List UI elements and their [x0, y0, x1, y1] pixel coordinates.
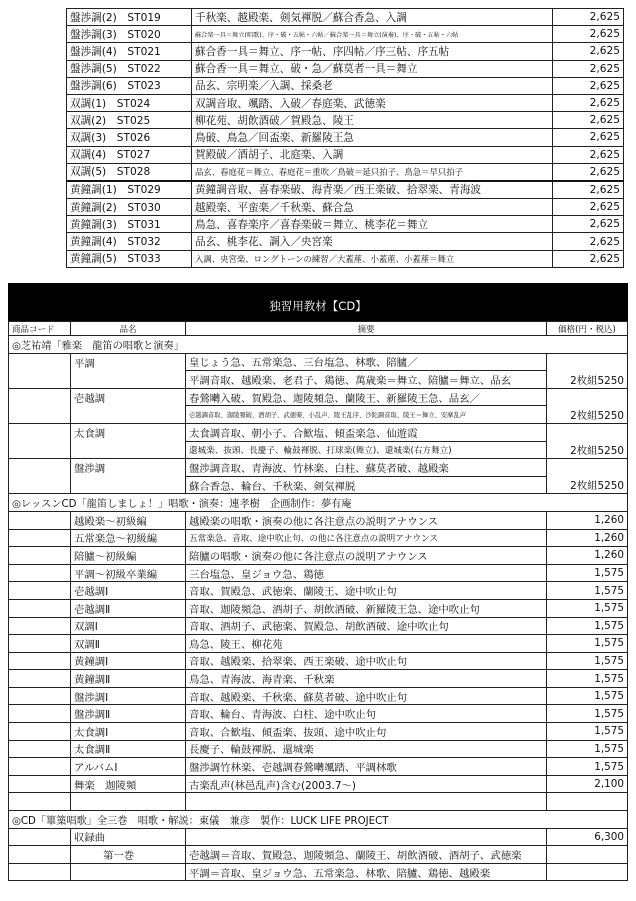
product-description: 音取、合歓塩、傾盃楽、抜頭、途中吹止句 — [186, 723, 547, 741]
code-cell — [9, 635, 71, 653]
product-price: 2,625 — [553, 77, 624, 94]
table-row — [9, 846, 628, 864]
table-row — [67, 60, 624, 77]
product-description: 音取、迦陵頻急、酒胡子、胡飲酒破、新羅陵王急、途中吹止句 — [186, 599, 547, 617]
table-row — [9, 863, 628, 881]
product-price: 1,575 — [547, 705, 628, 723]
product-price: 2,625 — [553, 43, 624, 60]
product-code: 双調(5) ST028 — [67, 163, 192, 181]
table-row — [67, 9, 624, 26]
product-description: 長慶子、輪鼓褌脱、還城楽 — [186, 740, 547, 758]
table-row — [9, 547, 628, 565]
product-price: 1,575 — [547, 758, 628, 776]
table-row — [67, 43, 624, 60]
product-description: 平調音取、越殿楽、老君子、鶏徳、萬歳楽＝舞立、陪臚＝舞立、品玄 — [186, 371, 547, 389]
product-price — [547, 863, 628, 881]
product-price: 2,625 — [553, 146, 624, 163]
product-name: 盤渉調Ⅰ — [71, 687, 186, 705]
product-description: 蘇合香急、輪台、千秋楽、剣気褌脱 — [186, 476, 547, 494]
empty-cell — [186, 793, 547, 811]
product-description: 三台塩急、皇ジョウ急、鶏徳 — [186, 564, 547, 582]
product-name: 壱越調Ⅱ — [71, 599, 186, 617]
product-name — [71, 406, 186, 424]
table-row — [67, 129, 624, 146]
product-price: 2,625 — [553, 250, 624, 267]
code-cell — [9, 863, 71, 881]
product-price: 2,625 — [553, 129, 624, 146]
product-description: 蘇合楽一具＝舞立(唱歌)、序・破・五帖・六帖／蘇合楽一具＝舞立(演奏)、序・破・五帖・六帖 — [192, 26, 553, 43]
code-cell — [9, 687, 71, 705]
product-price: 2枚組5250 — [547, 371, 628, 389]
code-cell — [9, 846, 71, 864]
table-row — [9, 371, 628, 389]
product-description: 音取、輪台、青海波、白柱、途中吹止句 — [186, 705, 547, 723]
product-description: 双調音取、颯踏、入破／春庭楽、武徳楽 — [192, 94, 553, 111]
product-name: 双調Ⅱ — [71, 635, 186, 653]
product-code: 盤渉調(5) ST022 — [67, 60, 192, 77]
product-code: 盤渉調(6) ST023 — [67, 77, 192, 94]
product-name — [71, 863, 186, 881]
product-price: 1,260 — [547, 511, 628, 529]
product-price — [547, 459, 628, 477]
product-price: 2枚組5250 — [547, 406, 628, 424]
code-cell — [9, 459, 71, 477]
product-name — [71, 441, 186, 459]
product-name: 五常楽急〜初級編 — [71, 529, 186, 547]
product-description: 皇じょう急、五常楽急、三台塩急、林歌、陪臚／ — [186, 353, 547, 371]
product-price: 2,625 — [553, 94, 624, 111]
section-heading-row — [9, 811, 628, 829]
code-cell — [9, 740, 71, 758]
code-cell — [9, 723, 71, 741]
product-description: 平調＝音取、皇ジョウ急、五常楽急、林歌、陪臚、鶏徳、越殿楽 — [186, 863, 547, 881]
product-description: 盤渉調音取、青海波、竹林楽、白柱、蘇莫者破、越殿楽 — [186, 459, 547, 477]
product-description: 壱越調音取、迦陵頻破、酒胡子、武徳楽、小乱声、陵王乱序、沙陀調音取、陵王＝舞立、安摩乱声 — [186, 406, 547, 424]
product-description: 鳥急、青海波、海青楽、千秋楽 — [186, 670, 547, 688]
table-row — [9, 723, 628, 741]
product-price: 1,575 — [547, 564, 628, 582]
section-heading-row — [9, 336, 628, 354]
product-description: 音取、越殿楽、拾翠楽、西王楽破、途中吹止句 — [186, 652, 547, 670]
product-price: 6,300 — [547, 828, 628, 846]
product-description: 盤渉調竹林楽、壱越調春鶯囀颯踏、平調林歌 — [186, 758, 547, 776]
table-row — [67, 77, 624, 94]
code-cell — [9, 670, 71, 688]
table-row — [9, 635, 628, 653]
product-code: 盤渉調(3) ST020 — [67, 26, 192, 43]
code-cell — [9, 476, 71, 494]
product-code: 盤渉調(2) ST019 — [67, 9, 192, 26]
table-row — [9, 705, 628, 723]
product-code: 黄鐘調(4) ST032 — [67, 233, 192, 250]
product-price: 2,625 — [553, 9, 624, 26]
product-description: 鳥破、鳥急／回盃楽、新羅陵王急 — [192, 129, 553, 146]
table-row — [9, 670, 628, 688]
product-description: 鳥急、陵王、柳花苑 — [186, 635, 547, 653]
product-description: 越殿楽、平蛮楽／千秋楽、蘇合急 — [192, 199, 553, 216]
table-row — [9, 441, 628, 459]
table-row — [9, 687, 628, 705]
cassette-price-table — [66, 8, 624, 268]
product-name: 太食調Ⅰ — [71, 723, 186, 741]
product-price: 2,625 — [553, 181, 624, 199]
product-price: 2,625 — [553, 163, 624, 181]
product-description: 越殿楽の唱歌・演奏の他に各注意点の説明アナウンス — [186, 511, 547, 529]
product-code: 双調(2) ST025 — [67, 112, 192, 129]
product-price: 1,575 — [547, 740, 628, 758]
product-name: 越殿楽〜初級編 — [71, 511, 186, 529]
product-description: 蘇合香一具＝舞立、破・急／蘇莫者一具＝舞立 — [192, 60, 553, 77]
product-description: 品玄、宗明楽／入調、採桑老 — [192, 77, 553, 94]
product-price: 1,575 — [547, 723, 628, 741]
empty-cell — [9, 793, 71, 811]
product-description: 鳥急、喜春楽序／喜春楽破＝舞立、桃李花＝舞立 — [192, 216, 553, 233]
product-name: 舞楽 迦陵頻 — [71, 775, 186, 793]
product-price: 2,625 — [553, 60, 624, 77]
header-desc: 摘要 — [186, 322, 547, 336]
code-cell — [9, 582, 71, 600]
product-description: 春鶯囀入破、賀殿急、迦陵頻急、蘭陵王、新羅陵王急、品玄／ — [186, 388, 547, 406]
code-cell — [9, 564, 71, 582]
table-row — [67, 163, 624, 181]
product-price: 1,575 — [547, 670, 628, 688]
cd-section-banner: 独習用教材【CD】 — [8, 283, 628, 321]
table-row — [67, 146, 624, 163]
product-description: 品玄、桃李花、調入／央宮楽 — [192, 233, 553, 250]
product-price — [547, 423, 628, 441]
product-name: 盤渉調Ⅱ — [71, 705, 186, 723]
product-name: 黄鐘調Ⅰ — [71, 652, 186, 670]
table-row — [9, 511, 628, 529]
code-cell — [9, 617, 71, 635]
table-row — [67, 112, 624, 129]
section-title-hichiriki-cd: ◎CD「篳篥唱歌」全三巻 唱歌・解説：東儀 兼彦 製作：LUCK LIFE PROJECT — [9, 811, 628, 829]
product-description — [186, 828, 547, 846]
code-cell — [9, 599, 71, 617]
product-price — [547, 388, 628, 406]
code-cell — [9, 529, 71, 547]
code-cell — [9, 775, 71, 793]
product-description: 音取、賀殿急、武徳楽、蘭陵王、途中吹止句 — [186, 582, 547, 600]
product-description: 還城楽、抜頭、長慶子、輪鼓褌脱、打球楽(舞立)、還城楽(右方舞立) — [186, 441, 547, 459]
section-title-lesson-cd: ◎レッスンCD「龍笛しましょ！」唱歌・演奏：連孝樹 企画制作：夢有庵 — [9, 494, 628, 512]
header-code: 商品コード — [9, 322, 71, 336]
product-price: 1,260 — [547, 529, 628, 547]
product-price: 1,260 — [547, 547, 628, 565]
product-description: 入調、央宮楽、ロングトーンの練習／大蓋蓙、小蓋蓙、小蓋蓙＝舞立 — [192, 250, 553, 267]
product-name: 平調〜初級卒業編 — [71, 564, 186, 582]
product-description: 太食調音取、朝小子、合歓塩、傾盃楽急、仙遊霞 — [186, 423, 547, 441]
product-description: 壱越調＝音取、賀殿急、迦陵頻急、蘭陵王、胡飲酒破、酒胡子、武徳楽 — [186, 846, 547, 864]
product-name — [71, 476, 186, 494]
product-code: 黄鐘調(3) ST031 — [67, 216, 192, 233]
product-price: 1,575 — [547, 599, 628, 617]
product-price: 2,625 — [553, 216, 624, 233]
table-row — [9, 529, 628, 547]
product-price: 1,575 — [547, 687, 628, 705]
product-description: 音取、酒胡子、武徳楽、賀殿急、胡飲酒破、途中吹止句 — [186, 617, 547, 635]
table-row — [67, 94, 624, 111]
product-name: 収録曲 — [71, 828, 186, 846]
product-description: 千秋楽、越殿楽、剣気褌脱／蘇合香急、入調 — [192, 9, 553, 26]
product-name: 盤渉調 — [71, 459, 186, 477]
product-description: 陪臚の唱歌・演奏の他に各注意点の説明アナウンス — [186, 547, 547, 565]
product-description: 柳花苑、胡飲酒破／賀殿急、陵王 — [192, 112, 553, 129]
header-price: 価格(円・税込) — [547, 322, 628, 336]
product-code: 黄鐘調(5) ST033 — [67, 250, 192, 267]
cd-price-table — [8, 321, 628, 881]
product-name — [71, 371, 186, 389]
code-cell — [9, 652, 71, 670]
code-cell — [9, 406, 71, 424]
code-cell — [9, 547, 71, 565]
table-row — [9, 617, 628, 635]
table-row — [9, 740, 628, 758]
table-row — [67, 26, 624, 43]
table-row — [9, 758, 628, 776]
code-cell — [9, 388, 71, 406]
table-row — [9, 459, 628, 477]
product-description: 賀殿破／酒胡子、北庭楽、入調 — [192, 146, 553, 163]
product-price: 1,575 — [547, 635, 628, 653]
product-name: 黄鐘調Ⅱ — [71, 670, 186, 688]
table-row — [9, 423, 628, 441]
table-row — [9, 599, 628, 617]
product-price: 1,575 — [547, 582, 628, 600]
header-name: 品名 — [71, 322, 186, 336]
empty-cell — [547, 793, 628, 811]
code-cell — [9, 511, 71, 529]
product-price: 2枚組5250 — [547, 441, 628, 459]
product-price: 2枚組5250 — [547, 476, 628, 494]
product-name: 陪臚〜初級編 — [71, 547, 186, 565]
product-code: 黄鐘調(2) ST030 — [67, 199, 192, 216]
product-price: 2,100 — [547, 775, 628, 793]
table-row — [9, 564, 628, 582]
product-name: 太食調Ⅱ — [71, 740, 186, 758]
spacer-row — [9, 793, 628, 811]
table-row — [9, 476, 628, 494]
product-description: 音取、越殿楽、千秋楽、蘇莫者破、途中吹止句 — [186, 687, 547, 705]
product-name: アルバムⅠ — [71, 758, 186, 776]
table-row — [9, 582, 628, 600]
product-price — [547, 846, 628, 864]
empty-cell — [71, 793, 186, 811]
product-description: 品玄、春庭花＝舞立、春庭花＝重吹／鳥破＝延只拍子、鳥急＝早只拍子 — [192, 163, 553, 181]
product-price: 2,625 — [553, 26, 624, 43]
product-price: 2,625 — [553, 199, 624, 216]
code-cell — [9, 353, 71, 371]
product-price: 2,625 — [553, 233, 624, 250]
product-name: 双調Ⅰ — [71, 617, 186, 635]
table-row — [9, 775, 628, 793]
product-name: 太食調 — [71, 423, 186, 441]
code-cell — [9, 828, 71, 846]
product-description: 黄鐘調音取、喜春楽破、海青楽／西王楽破、拾翠楽、青海波 — [192, 181, 553, 199]
section-title-shiba: ◎芝祐靖「雅楽 龍笛の唱歌と演奏」 — [9, 336, 628, 354]
product-price — [547, 353, 628, 371]
table-header-row — [9, 322, 628, 336]
code-cell — [9, 441, 71, 459]
code-cell — [9, 423, 71, 441]
table-row — [9, 652, 628, 670]
table-row — [67, 250, 624, 267]
product-price: 1,575 — [547, 617, 628, 635]
product-code: 双調(4) ST027 — [67, 146, 192, 163]
code-cell — [9, 758, 71, 776]
product-description: 蘇合香一具＝舞立、序一帖、序四帖／序三帖、序五帖 — [192, 43, 553, 60]
product-price: 1,575 — [547, 652, 628, 670]
table-row — [9, 388, 628, 406]
code-cell — [9, 705, 71, 723]
table-row — [67, 216, 624, 233]
table-row — [9, 353, 628, 371]
table-row — [9, 406, 628, 424]
product-name: 壱越調Ⅰ — [71, 582, 186, 600]
product-description: 古楽乱声(林邑乱声)含む(2003.7〜) — [186, 775, 547, 793]
product-code: 双調(1) ST024 — [67, 94, 192, 111]
code-cell — [9, 371, 71, 389]
section-heading-row — [9, 494, 628, 512]
product-name: 第一巻 — [71, 846, 186, 864]
table-row — [67, 233, 624, 250]
table-row — [9, 828, 628, 846]
product-price: 2,625 — [553, 112, 624, 129]
product-description: 五常楽急、音取、途中吹止句、の他に各注意点の説明アナウンス — [186, 529, 547, 547]
product-code: 盤渉調(4) ST021 — [67, 43, 192, 60]
product-name: 壱越調 — [71, 388, 186, 406]
product-name: 平調 — [71, 353, 186, 371]
product-code: 黄鐘調(1) ST029 — [67, 181, 192, 199]
table-row — [67, 199, 624, 216]
table-row — [67, 181, 624, 199]
product-code: 双調(3) ST026 — [67, 129, 192, 146]
